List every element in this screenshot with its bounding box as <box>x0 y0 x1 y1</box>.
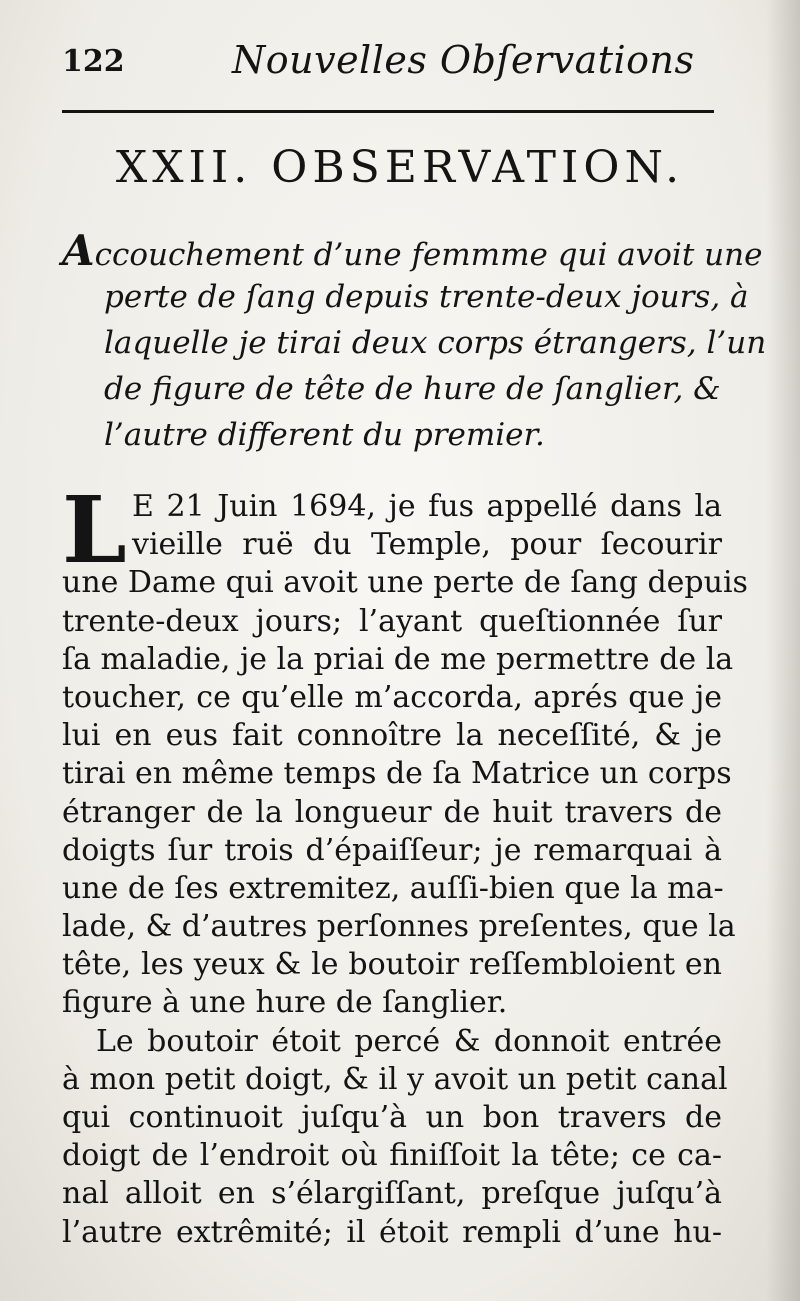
body-line: tête, les yeux & le boutoir reſſembloient en <box>62 947 722 983</box>
body-line: doigt de l’endroit où finiſſoit la tête; ce ca- <box>62 1138 722 1174</box>
header-rule <box>62 110 714 113</box>
body-line: à mon petit doigt, & il y avoit un petit canal <box>62 1061 728 1097</box>
body-line: étranger de la longueur de huit travers de <box>62 794 722 830</box>
summary-initial: A <box>62 226 95 275</box>
body-line: trente-deux jours; l’ayant queſtionnée ſur <box>62 603 722 639</box>
body-line: qui continuoit juſqu’à un bon travers de <box>62 1100 722 1135</box>
summary-line: l’autre different du premier. <box>104 417 545 453</box>
summary-line: Accouchement d’une femmme qui avoit une <box>62 226 763 275</box>
body-line: toucher, ce qu’elle m’accorda, aprés que je <box>62 679 722 715</box>
body-line: nal alloit en s’élargiſſant, preſque juſqu’à <box>62 1176 722 1212</box>
summary-line: laquelle je tirai deux corps étrangers, l’un <box>104 325 767 361</box>
body-line: figure à une hure de ſanglier. <box>62 985 508 1021</box>
body-line: doigts ſur trois d’épaiſſeur; je remarquai à <box>62 832 722 868</box>
body-line: une Dame qui avoit une perte de ſang depuis <box>62 565 748 601</box>
observation-heading: XXII. OBSERVATION. <box>115 142 685 193</box>
body-text <box>62 476 748 1252</box>
summary-line: perte de ſang depuis trente-deux jours, à <box>104 279 749 315</box>
observation-summary <box>62 226 767 458</box>
page-number: 122 <box>62 44 125 79</box>
summary-line: de figure de tête de hure de ſanglier, & <box>104 371 721 407</box>
body-line: lui en eus fait connoître la neceſſité, & je <box>62 718 722 754</box>
body-line: l’autre extrêmité; il étoit rempli d’une hu- <box>62 1214 722 1250</box>
body-line: une de ſes extremitez, auſſi-bien que la ma- <box>62 870 724 906</box>
body-line: E 21 Juin 1694, je fus appellé dans la <box>132 489 722 524</box>
drop-cap: L <box>62 476 127 584</box>
body-line: tirai en même temps de ſa Matrice un corps <box>62 756 732 792</box>
page-header <box>62 38 712 88</box>
running-title: Nouvelles Obſervations <box>232 38 695 82</box>
body-line: Le boutoir étoit percé & donnoit entrée <box>96 1023 722 1059</box>
body-line: ſa maladie, je la priai de me permettre de la <box>62 641 734 677</box>
body-line: lade, & d’autres perſonnes preſentes, que la <box>62 909 736 945</box>
body-line: vieille ruë du Temple, pour ſecourir <box>132 527 722 563</box>
page-edge-shadow <box>766 0 800 1301</box>
